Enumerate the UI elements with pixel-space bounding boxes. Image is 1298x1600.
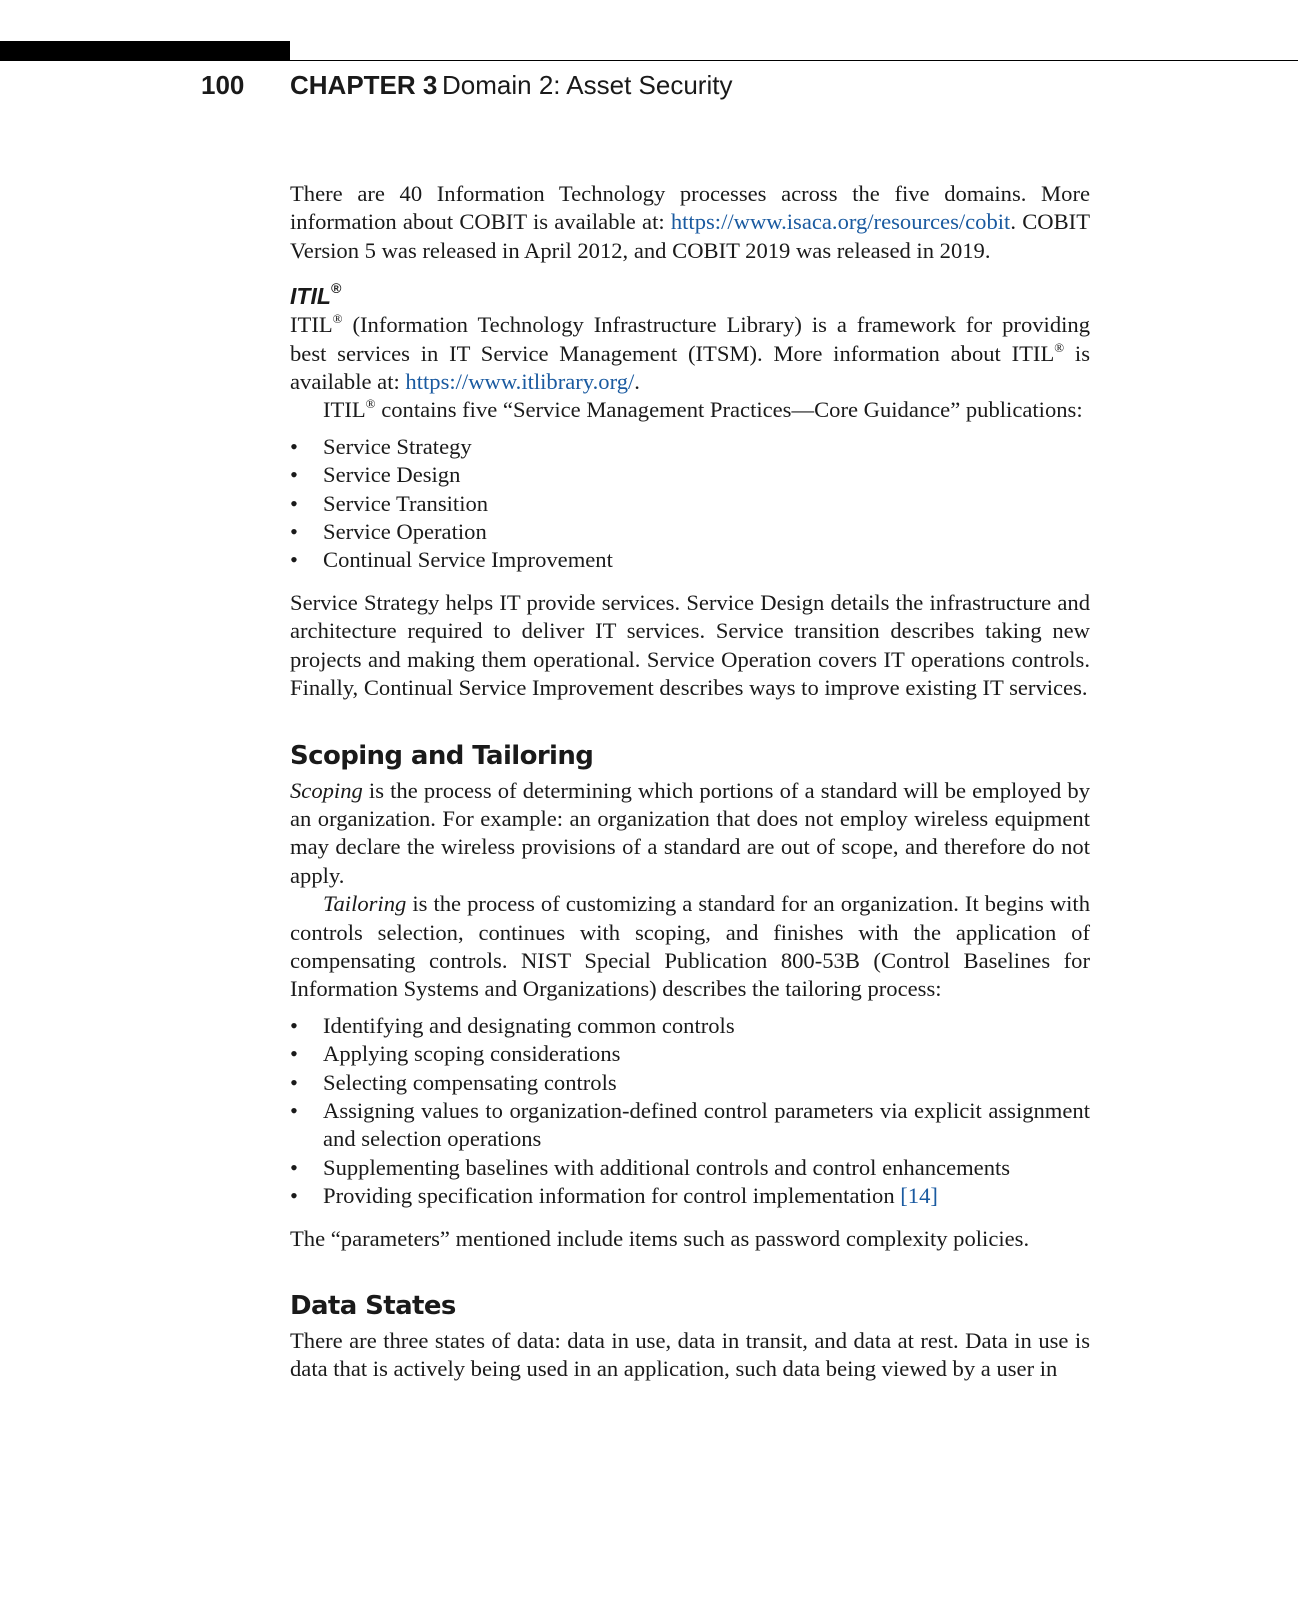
itil-p1-reg: ® <box>332 311 343 327</box>
parameters-paragraph: The “parameters” mentioned include items such as password complexity policies. <box>290 1225 1030 1251</box>
tailoring-paragraph <box>290 890 1090 1004</box>
scoping-text: is the process of determining which portions of a standard will be employed by an organization. For example: an organization that does not employ wireless equipment may declare the wireless provisions of a standard are out of scope, and therefore do not apply. <box>290 777 1090 888</box>
list-item: • Service Design <box>290 461 1090 489</box>
data-states-paragraph: There are three states of data: data in use, data in transit, and data at rest. Data in use is data that is actively being used in an application, such data being viewed by a user in <box>290 1328 1090 1382</box>
itil-paragraph-2 <box>290 396 1090 424</box>
itil-p1-end: . <box>634 369 640 395</box>
data-states-heading: Data States <box>290 1291 456 1321</box>
itil-p2-a: ITIL <box>323 397 366 423</box>
list-item: • Applying scoping considerations <box>290 1040 1090 1068</box>
scoping-heading: Scoping and Tailoring <box>290 740 594 771</box>
scoping-term: Scoping <box>290 777 363 803</box>
tailoring-text: is the process of customizing a standard for an organization. It begins with controls selection, continues with scoping, and finishes with the application of compensating controls. NIST Special Publication 800-53B (Control Baselines for Information Systems and Organizations) describes the tailoring process: <box>290 891 1090 1002</box>
tailoring-term: Tailoring <box>323 891 407 917</box>
itil-p2-b: contains five “Service Management Practices—Core Guidance” publications: <box>375 397 1083 423</box>
cobit-link[interactable]: https://www.isaca.org/resources/cobit <box>670 209 1011 235</box>
list-item: • Identifying and designating common controls <box>290 1012 1090 1040</box>
list-item: • Supplementing baselines with additional controls and control enhancements <box>290 1154 1090 1182</box>
page-number: 100 <box>201 70 245 100</box>
itil-p1-b: (Information Technology Infrastructure Library) is a framework for providing best services in IT Service Management (ITSM). More information about ITIL <box>290 312 1090 366</box>
itil-paragraph-1 <box>290 311 1090 396</box>
list-item: • Service Transition <box>290 490 1090 518</box>
itil-heading <box>290 281 1090 311</box>
itil-p1-c: is available at: <box>290 340 1091 395</box>
cobit-paragraph <box>290 180 1090 265</box>
list-item: • Continual Service Improvement <box>290 546 1090 574</box>
running-head <box>0 68 1298 108</box>
list-item <box>290 1182 1090 1210</box>
itil-p2-reg: ® <box>365 396 376 412</box>
list-item: • Assigning values to organization-defined control parameters via explicit assignment and selection operations <box>290 1097 1090 1154</box>
itil-p1-reg-2: ® <box>1054 339 1065 355</box>
header-black-bar <box>0 41 290 61</box>
itil-link[interactable]: https://www.itlibrary.org/ <box>405 369 635 395</box>
chapter-label: CHAPTER 3 <box>290 70 438 100</box>
header-rule <box>290 60 1298 61</box>
cobit-text-2: . COBIT Version 5 was released in April 2012, and COBIT 2019 was released in 2019. <box>290 209 1090 263</box>
itil-p1-a: ITIL <box>290 312 333 338</box>
scoping-paragraph <box>290 777 1090 891</box>
chapter-title: Domain 2: Asset Security <box>442 70 733 100</box>
itil-heading-text: ITIL <box>290 283 331 310</box>
tailoring-process-list <box>290 1012 1090 1211</box>
page-body <box>290 180 1090 1384</box>
list-item: • Selecting compensating controls <box>290 1069 1090 1097</box>
list-item: • Service Operation <box>290 518 1090 546</box>
itil-publications-list <box>290 433 1090 575</box>
list-item: • Service Strategy <box>290 433 1090 461</box>
cobit-text-1: There are 40 Information Technology processes across the five domains. More information about COBIT is available at: <box>290 181 1090 235</box>
itil-heading-reg: ® <box>330 280 342 297</box>
list-item-text: Providing specification information for control implementation <box>323 1183 895 1209</box>
reference-citation[interactable]: [14] <box>900 1183 938 1209</box>
itil-summary-paragraph: Service Strategy helps IT provide services. Service Design details the infrastructure and architecture required to deliver IT services. Service transition describes taking new projects and making them operational. Service Operation covers IT operations controls. Finally, Continual Service Improvement describes ways to improve existing IT services. <box>290 589 1090 701</box>
